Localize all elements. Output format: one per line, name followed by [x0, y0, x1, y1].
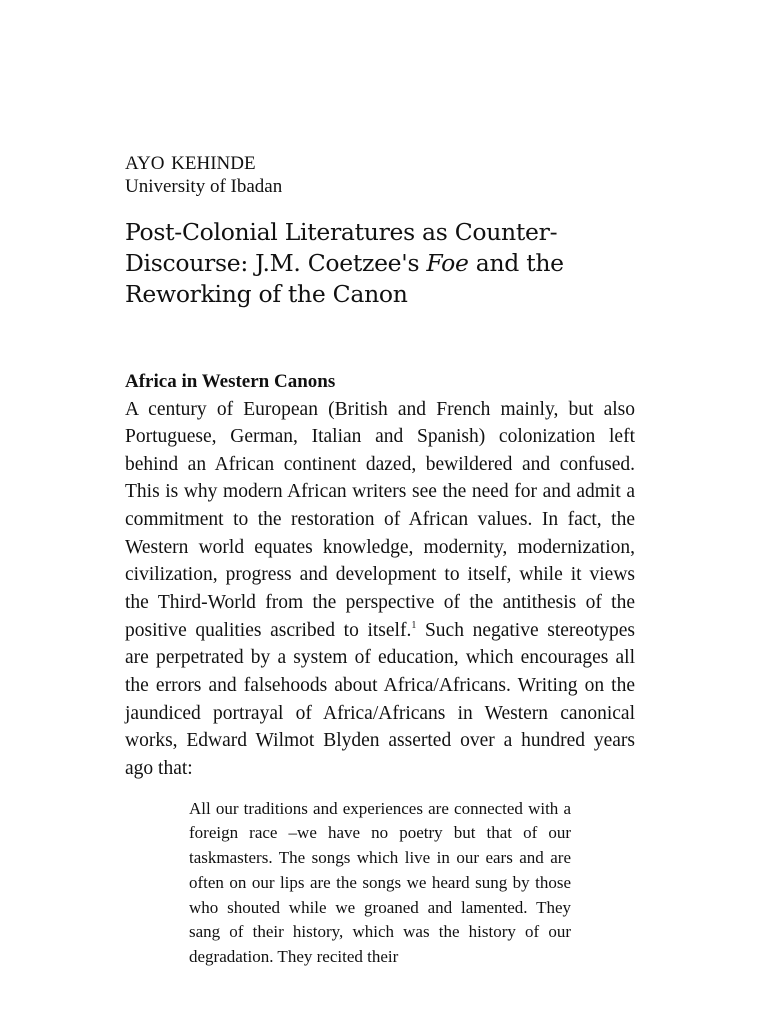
footnote-marker[interactable]: 1 — [411, 619, 417, 631]
body-paragraph — [125, 396, 635, 783]
author-affiliation: University of Ibadan — [125, 176, 283, 197]
title-line-3: Reworking of the Canon — [125, 280, 408, 308]
paragraph-text-part-2: Such negative stereotypes are perpetrated by a system of education, which encourages all the errors and falsehoods about Africa/Africans. Writing on the jaundiced portrayal of Africa/Africans in Western canonical works, Edward Wilmot Blyden asserted over a hundred years ago that: — [125, 619, 635, 780]
title-italic-foe: Foe — [426, 249, 469, 277]
paragraph-text-part-1: A century of European (British and French mainly, but also Portuguese, German, Italian and Spanish) colonization left behind an African continent dazed, bewildered and confused. This is why modern African writers see the need for and admit a commitment to the restoration of African values. In fact, the Western world equates knowledge, modernity, modernization, civilization, progress and development to itself, while it views the Third-World from the perspective of the antithesis of the positive qualities ascribed to itself. — [125, 398, 635, 641]
title-line-2-start: Discourse: J.M. Coetzee's — [125, 249, 427, 277]
title-line-1: Post-Colonial Literatures as Counter- — [125, 218, 558, 246]
title-line-2-end: and the — [468, 249, 564, 277]
title-line-2 — [125, 248, 635, 279]
block-quote: All our traditions and experiences are connected with a foreign race –we have no poetry but that of our taskmasters. The songs which live in our ears and are often on our lips are the songs we heard sung by those who shouted while we groaned and lamented. They sang of their history, which was the history of our degradation. They recited their — [189, 798, 571, 966]
paper-title — [125, 217, 635, 310]
section-heading: Africa in Western Canons — [125, 371, 336, 392]
author-name: AYO KEHINDE — [125, 153, 256, 174]
document-page — [125, 152, 635, 970]
